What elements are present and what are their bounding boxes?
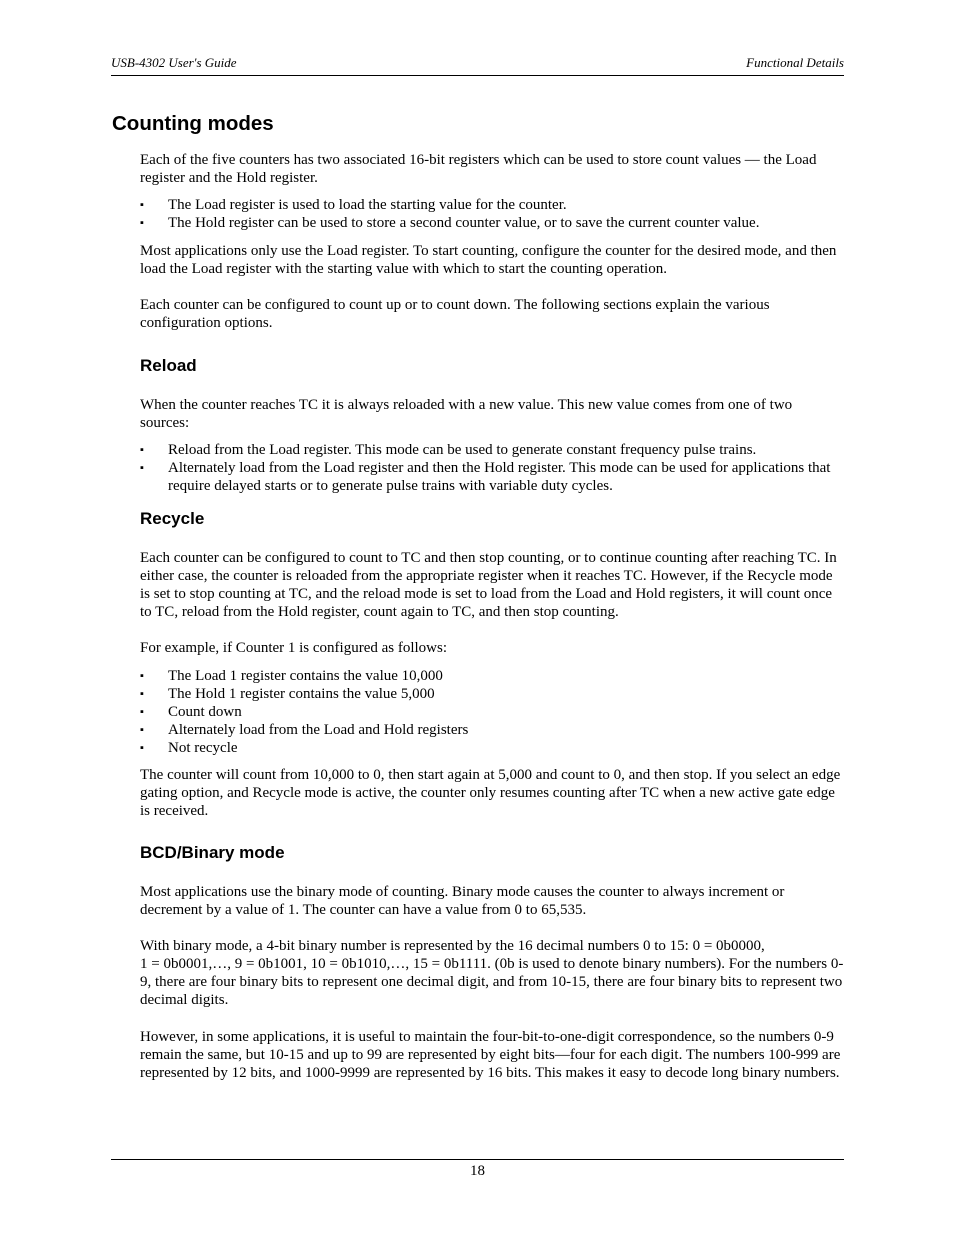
- list-item: ▪ Alternately load from the Load and Hold registers: [140, 721, 845, 739]
- register-list: [140, 196, 845, 232]
- recycle-paragraph: Each counter can be configured to count to TC and then stop counting, or to continue counting after reaching TC. In either case, the counter is reloaded from the appropriate register when it reaches TC. However, if the Recycle mode is set to stop counting at TC, and the reload mode is set to load from the Load and Hold registers, it will count once to TC, reload from the Hold register, count again to TC, and then stop counting.: [140, 550, 837, 620]
- header-doc-title: USB-4302 User's Guide: [111, 55, 237, 70]
- page-title: Counting modes: [112, 112, 274, 135]
- page-footer: [111, 1159, 844, 1180]
- intro-paragraph: Each of the five counters has two associated 16-bit registers which can be used to store count values — the Load register and the Hold register.: [140, 152, 817, 186]
- bcd-paragraph-2-line-1: With binary mode, a 4-bit binary number is represented by the 16 decimal numbers 0 to 15: 0 = 0b0000,: [140, 938, 765, 954]
- list-item: ▪ Not recycle: [140, 739, 845, 757]
- bcd-paragraph-1: Most applications use the binary mode of counting. Binary mode causes the counter to always increment or decrement by a value of 1. The counter can have a value from 0 to 65,535.: [140, 884, 785, 918]
- bcd-paragraph-2-rest: 1 = 0b0001,…, 9 = 0b1001, 10 = 0b1010,…, 15 = 0b1111. (0b is used to denote binary numbers). For the numbers 0-9, there are four binary bits to represent one decimal digit, and from 10-15, there are four binary bits to represent two decimal digits.: [140, 956, 844, 1008]
- example-list: [140, 667, 845, 757]
- recycle-heading: Recycle: [140, 509, 205, 528]
- direction-paragraph: Each counter can be configured to count up or to count down. The following sections explain the various configuration options.: [140, 297, 770, 331]
- list-item: ▪ The Hold register can be used to store a second counter value, or to save the current counter value.: [140, 214, 845, 232]
- list-item: ▪ Alternately load from the Load register and then the Hold register. This mode can be used for applications that require delayed starts or to generate pulse trains with variable duty cycles.: [140, 459, 845, 495]
- list-item: ▪ Reload from the Load register. This mode can be used to generate constant frequency pulse trains.: [140, 441, 845, 459]
- list-item: ▪ The Hold 1 register contains the value 5,000: [140, 685, 845, 703]
- bcd-paragraph-3: However, in some applications, it is useful to maintain the four-bit-to-one-digit correspondence, so the numbers 0-9 remain the same, but 10-15 and up to 99 are represented by eight bits—four for each digit. The numbers 100-999 are represented by 12 bits, and 1000-9999 are represented by 16 bits. This makes it easy to decode long binary numbers.: [140, 1029, 841, 1081]
- header-section-title: Functional Details: [746, 55, 844, 70]
- reload-heading: Reload: [140, 356, 197, 375]
- page-number: 18: [470, 1163, 485, 1179]
- bcd-heading: BCD/Binary mode: [140, 843, 285, 862]
- list-item: ▪ The Load 1 register contains the value 10,000: [140, 667, 845, 685]
- load-paragraph: Most applications only use the Load register. To start counting, configure the counter for the desired mode, and then load the Load register with the starting value with which to start the counting operation.: [140, 243, 837, 277]
- page-header: [111, 55, 844, 76]
- list-item: ▪ Count down: [140, 703, 845, 721]
- reload-list: [140, 441, 845, 495]
- example-paragraph: For example, if Counter 1 is configured as follows:: [140, 640, 448, 656]
- reload-paragraph: When the counter reaches TC it is always reloaded with a new value. This new value comes from one of two sources:: [140, 397, 793, 431]
- bcd-paragraph-2: [140, 937, 845, 1009]
- list-item: ▪ The Load register is used to load the starting value for the counter.: [140, 196, 845, 214]
- result-paragraph: The counter will count from 10,000 to 0, then start again at 5,000 and count to 0, and then stop. If you select an edge gating option, and Recycle mode is active, the counter only resumes counting after TC when a new active gate edge is received.: [140, 767, 841, 819]
